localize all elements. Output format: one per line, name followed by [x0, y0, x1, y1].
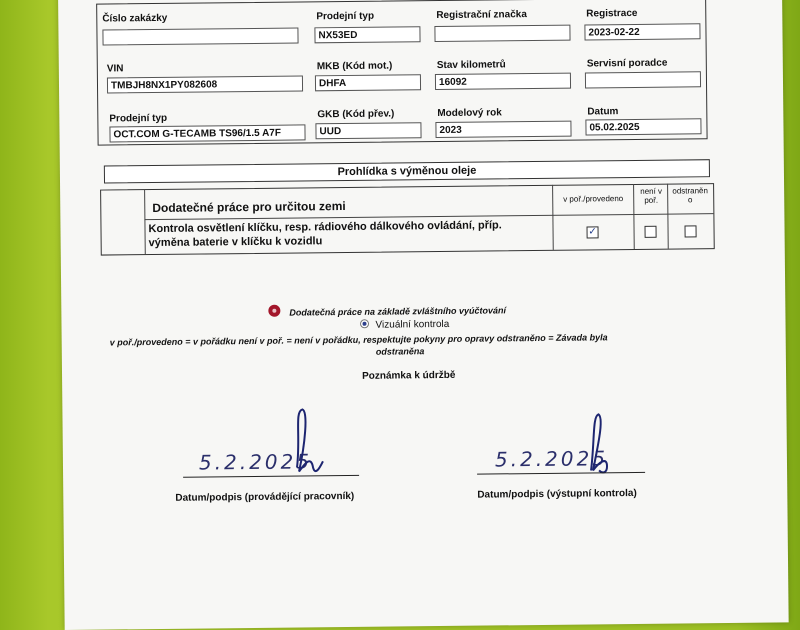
col-header-fixed: odstraněn o — [672, 186, 708, 205]
maintenance-note-label: Poznámka k údržbě — [362, 369, 456, 382]
field-engine-code[interactable]: DHFA — [315, 74, 421, 91]
field-vin[interactable]: TMBJH8NX1PY082608 — [107, 75, 303, 93]
field-registration-date[interactable]: 2023-02-22 — [584, 23, 700, 40]
label-order-number: Číslo zakázky — [102, 12, 168, 25]
table-heading: Dodatečné práce pro určitou zemi — [152, 198, 346, 216]
task-description-line2: výměna baterie v klíčku k vozidlu — [148, 235, 323, 250]
label-mileage: Stav kilometrů — [436, 59, 506, 72]
col-header-ok: v poř./provedeno — [563, 194, 624, 204]
section-title: Prohlídka s výměnou oleje — [104, 159, 710, 183]
field-order-number[interactable] — [102, 27, 298, 45]
right-signature-label: Datum/podpis (výstupní kontrola) — [477, 487, 637, 501]
checkbox-not-ok[interactable] — [645, 226, 657, 238]
field-service-advisor[interactable] — [585, 71, 701, 88]
label-sales-type-code: Prodejní typ — [316, 10, 375, 23]
field-mileage[interactable]: 16092 — [435, 73, 571, 90]
label-gearbox-code: GKB (Kód přev.) — [317, 108, 395, 121]
label-sales-type: Prodejní typ — [109, 112, 168, 125]
label-registration-plate: Registrační značka — [436, 9, 527, 22]
right-signature-date: 5.2.2025 — [494, 446, 609, 472]
visual-check-icon — [359, 319, 369, 329]
right-signature-mark — [584, 410, 625, 480]
field-gearbox-code[interactable]: UUD — [315, 122, 421, 139]
field-model-year[interactable]: 2023 — [435, 121, 571, 138]
label-service-advisor: Servisní poradce — [586, 57, 668, 70]
service-form-sheet — [58, 0, 789, 630]
field-sales-type[interactable]: OCT.COM G-TECAMB TS96/1.5 A7F — [109, 124, 305, 142]
label-date: Datum — [587, 106, 619, 118]
col-header-not-ok: není v poř. — [640, 186, 663, 205]
task-description-line1: Kontrola osvětlení klíčku, resp. rádiového dálkového ovládání, příp. — [148, 219, 502, 236]
label-engine-code: MKB (Kód mot.) — [316, 60, 393, 73]
field-sales-type-code[interactable]: NX53ED — [314, 26, 420, 43]
label-vin: VIN — [106, 63, 124, 75]
checkbox-fixed[interactable] — [684, 225, 696, 237]
field-registration-plate[interactable] — [434, 25, 570, 42]
field-date[interactable]: 05.02.2025 — [585, 118, 701, 135]
label-registration-date: Registrace — [586, 7, 638, 20]
label-model-year: Modelový rok — [437, 107, 502, 120]
legend-explanation-line2: odstraněna — [375, 346, 425, 357]
visual-check-legend: Vizuální kontrola — [375, 318, 450, 331]
left-signature-label: Datum/podpis (provádějící pracovník) — [175, 490, 355, 504]
extra-work-legend: Dodatečná práce na základě zvláštního vyúčtování — [289, 305, 507, 318]
checkbox-ok[interactable]: ✓ — [588, 226, 597, 238]
legend-explanation-line1: v poř./provedeno = v pořádku není v poř. = není v pořádku, respektujte pokyny pro opravy odstraněno = Závada byla — [109, 332, 608, 348]
left-signature-mark — [288, 405, 339, 481]
left-signature-date: 5.2.2025 — [198, 449, 313, 475]
extra-work-icon — [267, 304, 281, 318]
